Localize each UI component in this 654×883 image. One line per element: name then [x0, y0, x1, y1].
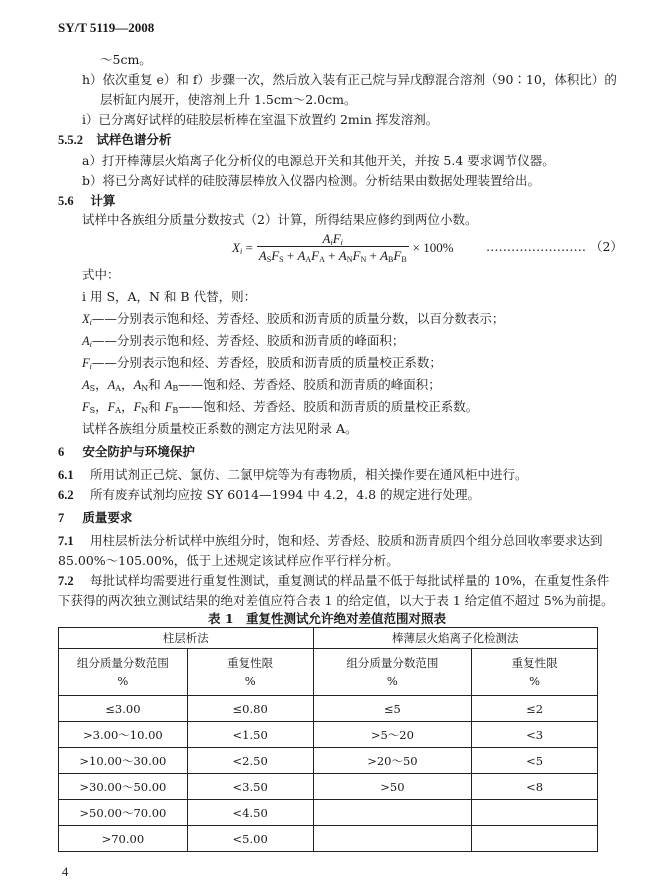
- text-line: ～5cm。: [100, 52, 152, 67]
- definition-text: ——分别表示饱和烃、芳香烃、胶质和沥青质的质量分数，以百分数表示；: [91, 311, 505, 326]
- text-line: 层析缸内展开，使溶剂上升 1.5cm～2.0cm。: [100, 92, 357, 107]
- table-cell: [472, 826, 598, 852]
- clause-text: 每批试样均需要进行重复性测试，重复测试的样品量不低于每批试样量的 10%，在重复性条件: [89, 573, 610, 588]
- section-number: 5.6: [58, 194, 74, 208]
- definition-a: $A_i——$分别表示饱和烃、芳香烃、胶质和沥青质的峰面积；: [82, 333, 405, 349]
- table-row: [59, 826, 598, 852]
- table-title: 表 1 重复性测试允许绝对差值范围对照表: [207, 611, 447, 626]
- table-cell: <5: [472, 748, 598, 774]
- definition-x: $X_i——$分别表示饱和烃、芳香烃、胶质和沥青质的质量分数，以百分数表示；: [82, 311, 505, 327]
- table-cell: >70.00: [59, 826, 188, 852]
- section-number: 5.5.2: [58, 133, 83, 147]
- text-line: 试样中各族组分质量分数按式（2）计算，所得结果应修约到两位小数。: [82, 212, 478, 227]
- section-heading-6: [58, 444, 195, 460]
- section-title: 试样色谱分析: [96, 132, 172, 147]
- list-item-h: h）依次重复 e）和 f）步骤一次，然后放入装有正己烷与异戊醇混合溶剂（90∶10，体积比）的: [82, 72, 617, 87]
- document-id: SY/T 5119—2008: [58, 20, 155, 35]
- definition-text: ——分别表示饱和烃、芳香烃，胶质和沥青质的质量校正系数；: [91, 355, 442, 370]
- text-line: i 用 S，A，N 和 B 代替，则：: [82, 289, 257, 304]
- text-line: 式中：: [82, 267, 120, 282]
- clause-7-1: [58, 533, 603, 549]
- column-unit: %: [386, 674, 398, 688]
- group-header: 柱层析法: [59, 628, 314, 649]
- table-cell: <4.50: [187, 800, 313, 826]
- table-cell: [313, 826, 472, 852]
- section-title: 计算: [90, 193, 116, 208]
- section-heading-7: [58, 510, 132, 526]
- table-cell: <3.50: [187, 774, 313, 800]
- table-cell: ≤0.80: [187, 696, 313, 722]
- table-row: [59, 800, 598, 826]
- column-header: [187, 649, 313, 696]
- formula-2: $X_i$ = $\frac{A_iF_i}{A_SF_S + A_AF_A + A_NF_N + A_BF_B}$ × 100%: [232, 231, 454, 264]
- clause-text: 所用试剂正己烷、氯仿、二氯甲烷等为有毒物质，相关操作要在通风柜中进行。: [89, 467, 528, 482]
- section-title: 安全防护与环境保护: [82, 444, 195, 459]
- table-row: [59, 722, 598, 748]
- table-cell: <2.50: [187, 748, 313, 774]
- column-unit: %: [117, 674, 129, 688]
- table-cell: <5.00: [187, 826, 313, 852]
- definition-f: $F_i——$分别表示饱和烃、芳香烃，胶质和沥青质的质量校正系数；: [82, 355, 442, 371]
- clause-number: 6.2: [58, 488, 74, 502]
- definition-fs: $F_S$，$F_A$，$F_N$和 $F_B——$饱和烃、芳香烃、胶质和沥青质的质量校正系数。: [82, 399, 479, 415]
- section-number: 6: [58, 445, 65, 459]
- text-line: 试样各族组分质量校正系数的测定方法见附录 A。: [82, 421, 358, 436]
- list-item-a: a）打开棒薄层火焰离子化分析仪的电源总开关和其他开关，并按 5.4 要求调节仪器。: [82, 153, 555, 168]
- column-unit: %: [244, 674, 256, 688]
- table-cell: <8: [472, 774, 598, 800]
- section-number: 7: [58, 511, 65, 525]
- clause-number: 6.1: [58, 468, 74, 482]
- clause-text: 用柱层析法分析试样中族组分时，饱和烃、芳香烃、胶质和沥青质四个组分总回收率要求达到: [89, 533, 603, 548]
- column-label: 重复性限: [511, 656, 558, 670]
- table-row: [59, 696, 598, 722]
- section-heading-5-5-2: [58, 132, 171, 148]
- column-header: [59, 649, 188, 696]
- column-label: 重复性限: [227, 656, 274, 670]
- text-line: 下获得的两次独立测试结果的绝对差值应符合表 1 的给定值，以大于表 1 给定值不超过 5%为前提。: [58, 593, 614, 608]
- clause-text: 所有废弃试剂均应按 SY 6014—1994 中 4.2，4.8 的规定进行处理。: [89, 487, 481, 502]
- column-label: 组分质量分数范围: [76, 656, 169, 670]
- clause-7-2: [58, 573, 609, 589]
- table-cell: <3: [472, 722, 598, 748]
- definition-as: $A_S$，$A_A$，$A_N$和 $A_B——$饱和烃、芳香烃、胶质和沥青质的峰面积；: [82, 377, 441, 393]
- table-cell: >50: [313, 774, 472, 800]
- repeatability-table: [58, 627, 598, 852]
- section-title: 质量要求: [82, 510, 133, 525]
- column-label: 组分质量分数范围: [346, 656, 439, 670]
- table-cell: >3.00～10.00: [59, 722, 188, 748]
- clause-6-1: [58, 467, 528, 483]
- clause-number: 7.2: [58, 574, 74, 588]
- table-cell: >50.00～70.00: [59, 800, 188, 826]
- table-cell: ≤3.00: [59, 696, 188, 722]
- definition-text: ——饱和烃、芳香烃、胶质和沥青质的峰面积；: [178, 377, 441, 392]
- table-cell: >30.00～50.00: [59, 774, 188, 800]
- clause-number: 7.1: [58, 534, 74, 548]
- section-heading-5-6: [58, 193, 115, 209]
- table-row: [59, 748, 598, 774]
- table-cell: <1.50: [187, 722, 313, 748]
- table-cell: >10.00～30.00: [59, 748, 188, 774]
- clause-6-2: [58, 487, 480, 503]
- definition-text: ——饱和烃、芳香烃、胶质和沥青质的质量校正系数。: [178, 399, 479, 414]
- table-cell: ≤2: [472, 696, 598, 722]
- table-cell: [313, 800, 472, 826]
- column-unit: %: [529, 674, 541, 688]
- list-item-b: b）将已分离好试样的硅胶薄层棒放入仪器内检测。分析结果由数据处理装置给出。: [82, 173, 541, 188]
- definition-text: ——分别表示饱和烃、芳香烃、胶质和沥青质的峰面积；: [91, 333, 405, 348]
- column-header: [313, 649, 472, 696]
- table-cell: >5～20: [313, 722, 472, 748]
- table-cell: >20～50: [313, 748, 472, 774]
- list-item-i: i）已分离好试样的硅胶层析棒在室温下放置约 2min 挥发溶剂。: [82, 112, 439, 127]
- group-header: 棒薄层火焰离子化检测法: [313, 628, 597, 649]
- column-header: [472, 649, 598, 696]
- page-number: 4: [62, 865, 69, 879]
- table-cell: [472, 800, 598, 826]
- table-row: [59, 774, 598, 800]
- text-line: 85.00%～105.00%，低于上述规定该试样应作平行样分析。: [58, 553, 399, 568]
- equation-number: …………………… （2）: [486, 239, 623, 254]
- table-cell: ≤5: [313, 696, 472, 722]
